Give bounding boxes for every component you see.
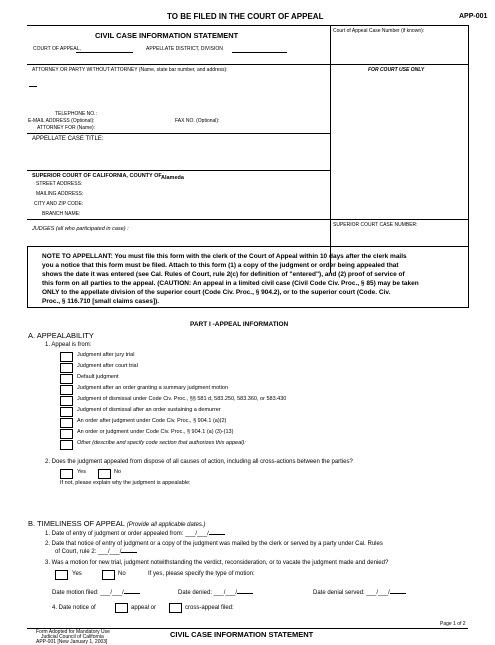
no-label: No — [118, 571, 126, 577]
attorney-label: ATTORNEY OR PARTY WITHOUT ATTORNEY (Name, state bar number, and address): — [32, 67, 228, 73]
fax-label: FAX NO. (Optional): — [175, 118, 220, 124]
explain-label: If not, please explain why the judgment is appealable: — [60, 480, 191, 486]
attorney-for-label: ATTORNEY FOR (Name): — [37, 125, 96, 131]
court-of-appeal-field[interactable] — [76, 52, 133, 53]
court-use-label: FOR COURT USE ONLY — [368, 67, 425, 73]
appeal-case-number-label: Court of Appeal Case Number (if known): — [333, 28, 425, 34]
entry-date-label: 1. Date of entry of judgment or order appealed from: ___/___/ — [45, 531, 225, 537]
court-of-appeal-label[interactable]: COURT OF APPEAL, — [33, 46, 81, 52]
option-label: An order or judgment under Code Civ. Proc., § 904.1 (a) (3)-(13) — [77, 429, 234, 435]
part-one-heading: PART I -APPEAL INFORMATION — [190, 321, 289, 328]
date-motion-filed[interactable]: Date motion filed: ___/___/ — [52, 590, 140, 596]
notice-line: Proc., § 116.710 [small claims cases]). — [42, 298, 160, 305]
county-value[interactable]: Alameda — [161, 175, 184, 181]
notice-line: you a notice that this form must be filed. Attach to this form (1) a copy of the judgment or order being appealed that — [42, 262, 399, 269]
right-column-divider — [330, 25, 331, 273]
form-name: CIVIL CASE INFORMATION STATEMENT — [95, 31, 239, 40]
city-zip-label: CITY AND ZIP CODE: — [34, 201, 84, 207]
option-label: Judgment of dismissal under Code Civ. Proc., §§ 581 d, 583.250, 583.360, or 583.430 — [77, 396, 287, 402]
option-label: Judgment after jury trial — [77, 352, 135, 358]
default-judgment-checkbox[interactable] — [60, 374, 73, 384]
dismissal-demurrer-checkbox[interactable] — [60, 407, 73, 417]
dispose-no-checkbox[interactable] — [98, 469, 111, 479]
rule — [27, 219, 468, 220]
notice-line: shows the date it was entered (see Cal. Rules of Court, rule 2(c) for definition of "entered"), and (2) proof of service of — [42, 271, 405, 278]
rule — [27, 133, 330, 134]
yes-label: Yes — [77, 469, 86, 475]
jury-trial-checkbox[interactable] — [60, 352, 73, 362]
superior-court-case-number-label: SUPERIOR COURT CASE NUMBER: — [333, 222, 418, 228]
motion-type-label: If yes, please specify the type of motion: — [148, 571, 255, 577]
notice-line: this form on all parties to the appeal. (CAUTION: An appeal in a limited civil case (Civil Code Civ. Proc., § 85) may be taken — [42, 280, 419, 287]
mailing-address-label: MAILING ADDRESS: — [36, 191, 84, 197]
other-checkbox[interactable] — [60, 440, 73, 450]
order-or-judgment-checkbox[interactable] — [60, 429, 73, 439]
notice-line: NOTE TO APPELLANT: You must file this form with the clerk of the Court of Appeal within 10 days after the clerk mails — [42, 253, 407, 260]
page-number: Page 1 of 2 — [440, 621, 466, 627]
date-denial-served[interactable]: Date denial served: ___/___/ — [313, 590, 406, 596]
judges-label: JUDGES (all who participated in case) : — [32, 226, 129, 232]
option-label: Judgment after court trial — [77, 363, 138, 369]
court-trial-checkbox[interactable] — [60, 363, 73, 373]
telephone-label: TELEPHONE NO.: — [55, 111, 97, 117]
appeal-checkbox[interactable] — [115, 603, 128, 613]
option-label: Other (describe and specify code section that authorizes this appeal): — [77, 440, 246, 446]
date-denied[interactable]: Date denied: ___/___/ — [178, 590, 253, 596]
superior-court-label: SUPERIOR COURT OF CALIFORNIA, COUNTY OF — [32, 173, 162, 179]
street-address-label: STREET ADDRESS: — [36, 181, 83, 187]
cross-appeal-checkbox[interactable] — [169, 603, 182, 613]
summary-judgment-checkbox[interactable] — [60, 385, 73, 395]
cross-appeal-label: cross-appeal filed: — [185, 605, 234, 611]
notice-of-label: 4. Date notice of — [52, 605, 96, 611]
option-label: Judgment of dismissal after an order sustaining a demurrer — [77, 407, 221, 413]
appeal-from-label: 1. Appeal is from: — [45, 342, 92, 348]
option-label: Default judgment — [77, 374, 119, 380]
branch-name-label: BRANCH NAME: — [42, 211, 81, 217]
footer-title: CIVIL CASE INFORMATION STATEMENT — [170, 630, 314, 639]
notice-mailed-label-cont: of Court, rule 2: ___/___/ — [55, 549, 137, 555]
appeal-or-label: appeal or — [131, 605, 157, 611]
no-label: No — [114, 469, 122, 475]
footer-line: APP-001 [New January 1, 2003] — [36, 639, 108, 645]
form-title: TO BE FILED IN THE COURT OF APPEAL — [167, 12, 324, 21]
dispose-yes-checkbox[interactable] — [60, 469, 73, 479]
right-border — [468, 25, 469, 273]
motion-yes-checkbox[interactable] — [55, 570, 68, 580]
footer-adopted — [36, 630, 110, 645]
email-label: E-MAIL ADDRESS (Optional): — [28, 118, 95, 124]
new-trial-question: 3. Was a motion for new trial, judgment notwithstanding the verdict, reconsideration, or to vacate the judgment made and denied? — [45, 560, 389, 566]
form-number: APP-001 — [459, 13, 488, 20]
division-field[interactable] — [232, 52, 287, 53]
dispose-question: 2. Does the judgment appealed from dispose of all causes of action, including all cross-actions between the parties? — [45, 459, 353, 465]
footer-line: Form Adopted for Mandatory Use — [36, 629, 110, 635]
case-title-label: APPELLATE CASE TITLE: — [32, 136, 104, 142]
header-rule — [27, 25, 468, 26]
notice-mailed-label: 2. Date that notice of entry of judgment or a copy of the judgment was mailed by the clerk or served by a party under Cal. Rules — [45, 541, 383, 547]
order-after-judgment-checkbox[interactable] — [60, 418, 73, 428]
section-a-heading: A. APPEALABILITY — [28, 331, 94, 340]
motion-no-checkbox[interactable] — [102, 570, 115, 580]
section-b-heading: B. TIMELINESS OF APPEAL (Provide all applicable dates.) — [28, 519, 206, 528]
attorney-name-mark — [29, 86, 37, 87]
notice-line: ONLY to the appellate division of the superior court (Code Civ. Proc., § 904.2), or to the superior court (Code. Civ. — [42, 289, 391, 296]
option-label: Judgment after an order granting a summary judgment motion — [77, 385, 229, 391]
rule — [27, 170, 330, 171]
option-label: An order after judgment under Code Civ. Proc., § 904.1 (a)(2) — [77, 418, 227, 424]
footer-line: Judicial Council of California — [41, 634, 104, 640]
dismissal-code-checkbox[interactable] — [60, 396, 73, 406]
appellate-district-label: APPELLATE DISTRICT, DIVISION — [146, 46, 223, 52]
yes-label: Yes — [72, 571, 82, 577]
rule — [27, 64, 468, 65]
notice-box — [27, 247, 469, 308]
